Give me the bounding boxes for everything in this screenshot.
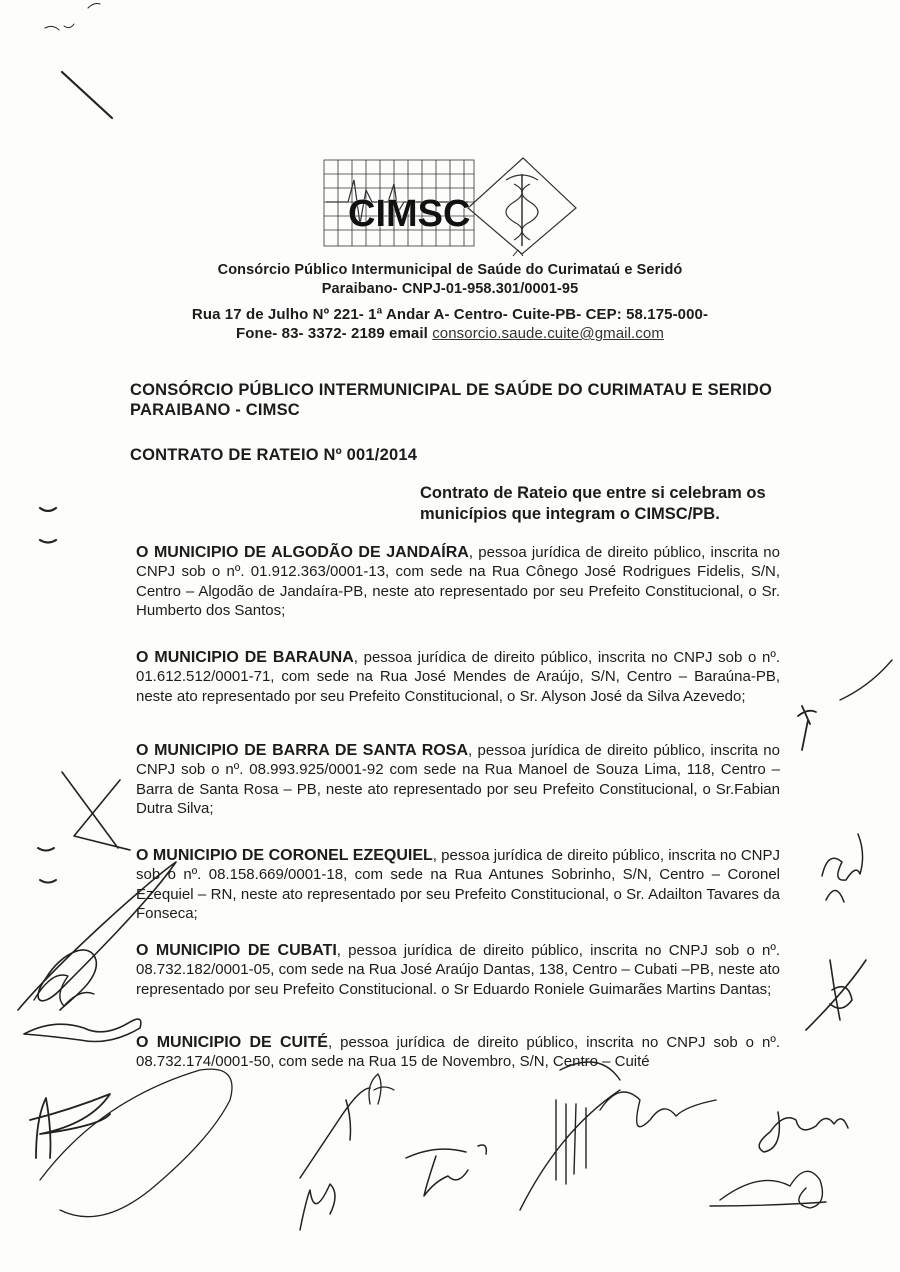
margin-tick-mark (40, 540, 56, 543)
party-paragraph (136, 648, 780, 706)
party-name: O MUNICIPIO DE CORONEL EZEQUIEL (136, 847, 433, 864)
party-text: , pessoa jurídica de direito público, inscrita no CNPJ sob o nº. 08.732.182/0001-05, com sede na Rua José Araújo Dantas, 138, Centro – Cubati –PB, neste ato representado por seu Prefeito Constitucional. o Sr Eduardo Roniele Guimarães Martins Dantas; (136, 942, 780, 998)
signature-bottom-1 (30, 1094, 110, 1158)
signature-bottom-4 (406, 1145, 486, 1196)
party-paragraph (136, 741, 780, 819)
party-text: , pessoa jurídica de direito público, inscrita no CNPJ sob o nº. 01.612.512/0001-71, com sede na Rua José Mendes de Araújo, S/N, Centro – Baraúna-PB, neste ato representado por seu Prefeito Constitucional, o Sr. Alyson José da Silva Azevedo; (136, 649, 780, 705)
initial-mark (798, 706, 816, 750)
party-name: O MUNICIPIO DE BARRA DE SANTA ROSA (136, 742, 469, 759)
document-heading: CONSÓRCIO PÚBLICO INTERMUNICIPAL DE SAÚDE DO CURIMATAU E SERIDO PARAIBANO - CIMSC (130, 381, 773, 419)
address-line-1: Rua 17 de Julho Nº 221- 1ª Andar A- Centro- Cuite-PB- CEP: 58.175-000- (191, 306, 709, 323)
logo-graphic (318, 150, 598, 268)
signature-bottom-3 (300, 1088, 370, 1230)
party-text: , pessoa jurídica de direito público, inscrita no CNPJ sob o nº. 08.732.174/0001-50, com sede na Rua 15 de Novembro, S/N, Centro – Cuité (136, 1034, 781, 1071)
cross-signature (62, 772, 130, 850)
party-text: , pessoa jurídica de direito público, inscrita no CNPJ sob o nº. 08.993.925/0001-92 com sede na Rua Manoel de Souza Lima, 118, Centro – Barra de Santa Rosa – PB, neste ato representado por seu Prefeito Constitucional, o Sr.Fabian Dutra Silva; (136, 742, 780, 818)
signature-dantas (24, 1019, 141, 1041)
signature-scribble (34, 975, 94, 1006)
signature-stroke (806, 960, 866, 1030)
logo-text: CIMSC (348, 193, 471, 235)
margin-tick-mark (40, 508, 56, 511)
org-name-line-1: Consórcio Público Intermunicipal de Saúde do Curimataú e Seridó (217, 262, 683, 278)
cimsc-logo (318, 150, 598, 268)
party-name: O MUNICIPIO DE ALGODÃO DE JANDAÍRA (136, 544, 469, 561)
signature-initials (822, 834, 863, 902)
signature-bottom-7 (710, 1171, 826, 1208)
signature-small-mark (369, 1074, 394, 1104)
party-paragraph (136, 1033, 780, 1072)
party-text: , pessoa jurídica de direito público, inscrita no CNPJ sob o nº. 08.158.669/0001-18, com sede na Rua Antunes Sobrinho, S/N, Centro – Coronel Ezequiel – RN, neste ato representado por seu Prefeito Constitucional, o Sr. Adailton Tavares da Fonseca; (136, 847, 780, 923)
scan-speck-mark (45, 4, 100, 31)
party-paragraph (136, 846, 780, 924)
org-name-line-2: Paraibano- CNPJ-01-958.301/0001-95 (321, 281, 579, 297)
email-link[interactable]: consorcio.saude.cuite@gmail.com (432, 325, 664, 342)
party-name: O MUNICIPIO DE CUITÉ (136, 1034, 328, 1051)
address-line-2 (0, 325, 900, 342)
contract-title: CONTRATO DE RATEIO Nº 001/2014 (130, 446, 418, 464)
pen-stroke-mark (62, 72, 112, 118)
party-name: O MUNICIPIO DE CUBATI (136, 942, 337, 959)
party-paragraph (136, 941, 780, 999)
signature-bottom-6 (759, 1112, 848, 1152)
signature-bottom-2 (40, 1069, 232, 1217)
margin-stroke-mark (840, 660, 892, 700)
party-paragraph (136, 543, 780, 621)
phone-text: Fone- 83- 3372- 2189 email (236, 325, 428, 342)
margin-tick-mark (40, 880, 56, 883)
party-text: , pessoa jurídica de direito público, inscrita no CNPJ sob o nº. 01.912.363/0001-13, com sede na Rua Cônego José Rodrigues Fidelis, S/N, Centro – Algodão de Jandaíra-PB, neste ato representado por seu Prefeito Constitucional, o Sr. Humberto dos Santos; (136, 544, 780, 620)
margin-tick-mark (38, 848, 54, 851)
party-name: O MUNICIPIO DE BARAUNA (136, 649, 354, 666)
contract-subtitle: Contrato de Rateio que entre si celebram os municípios que integram o CIMSC/PB. (420, 484, 766, 523)
signature-bottom-5 (520, 1090, 716, 1210)
